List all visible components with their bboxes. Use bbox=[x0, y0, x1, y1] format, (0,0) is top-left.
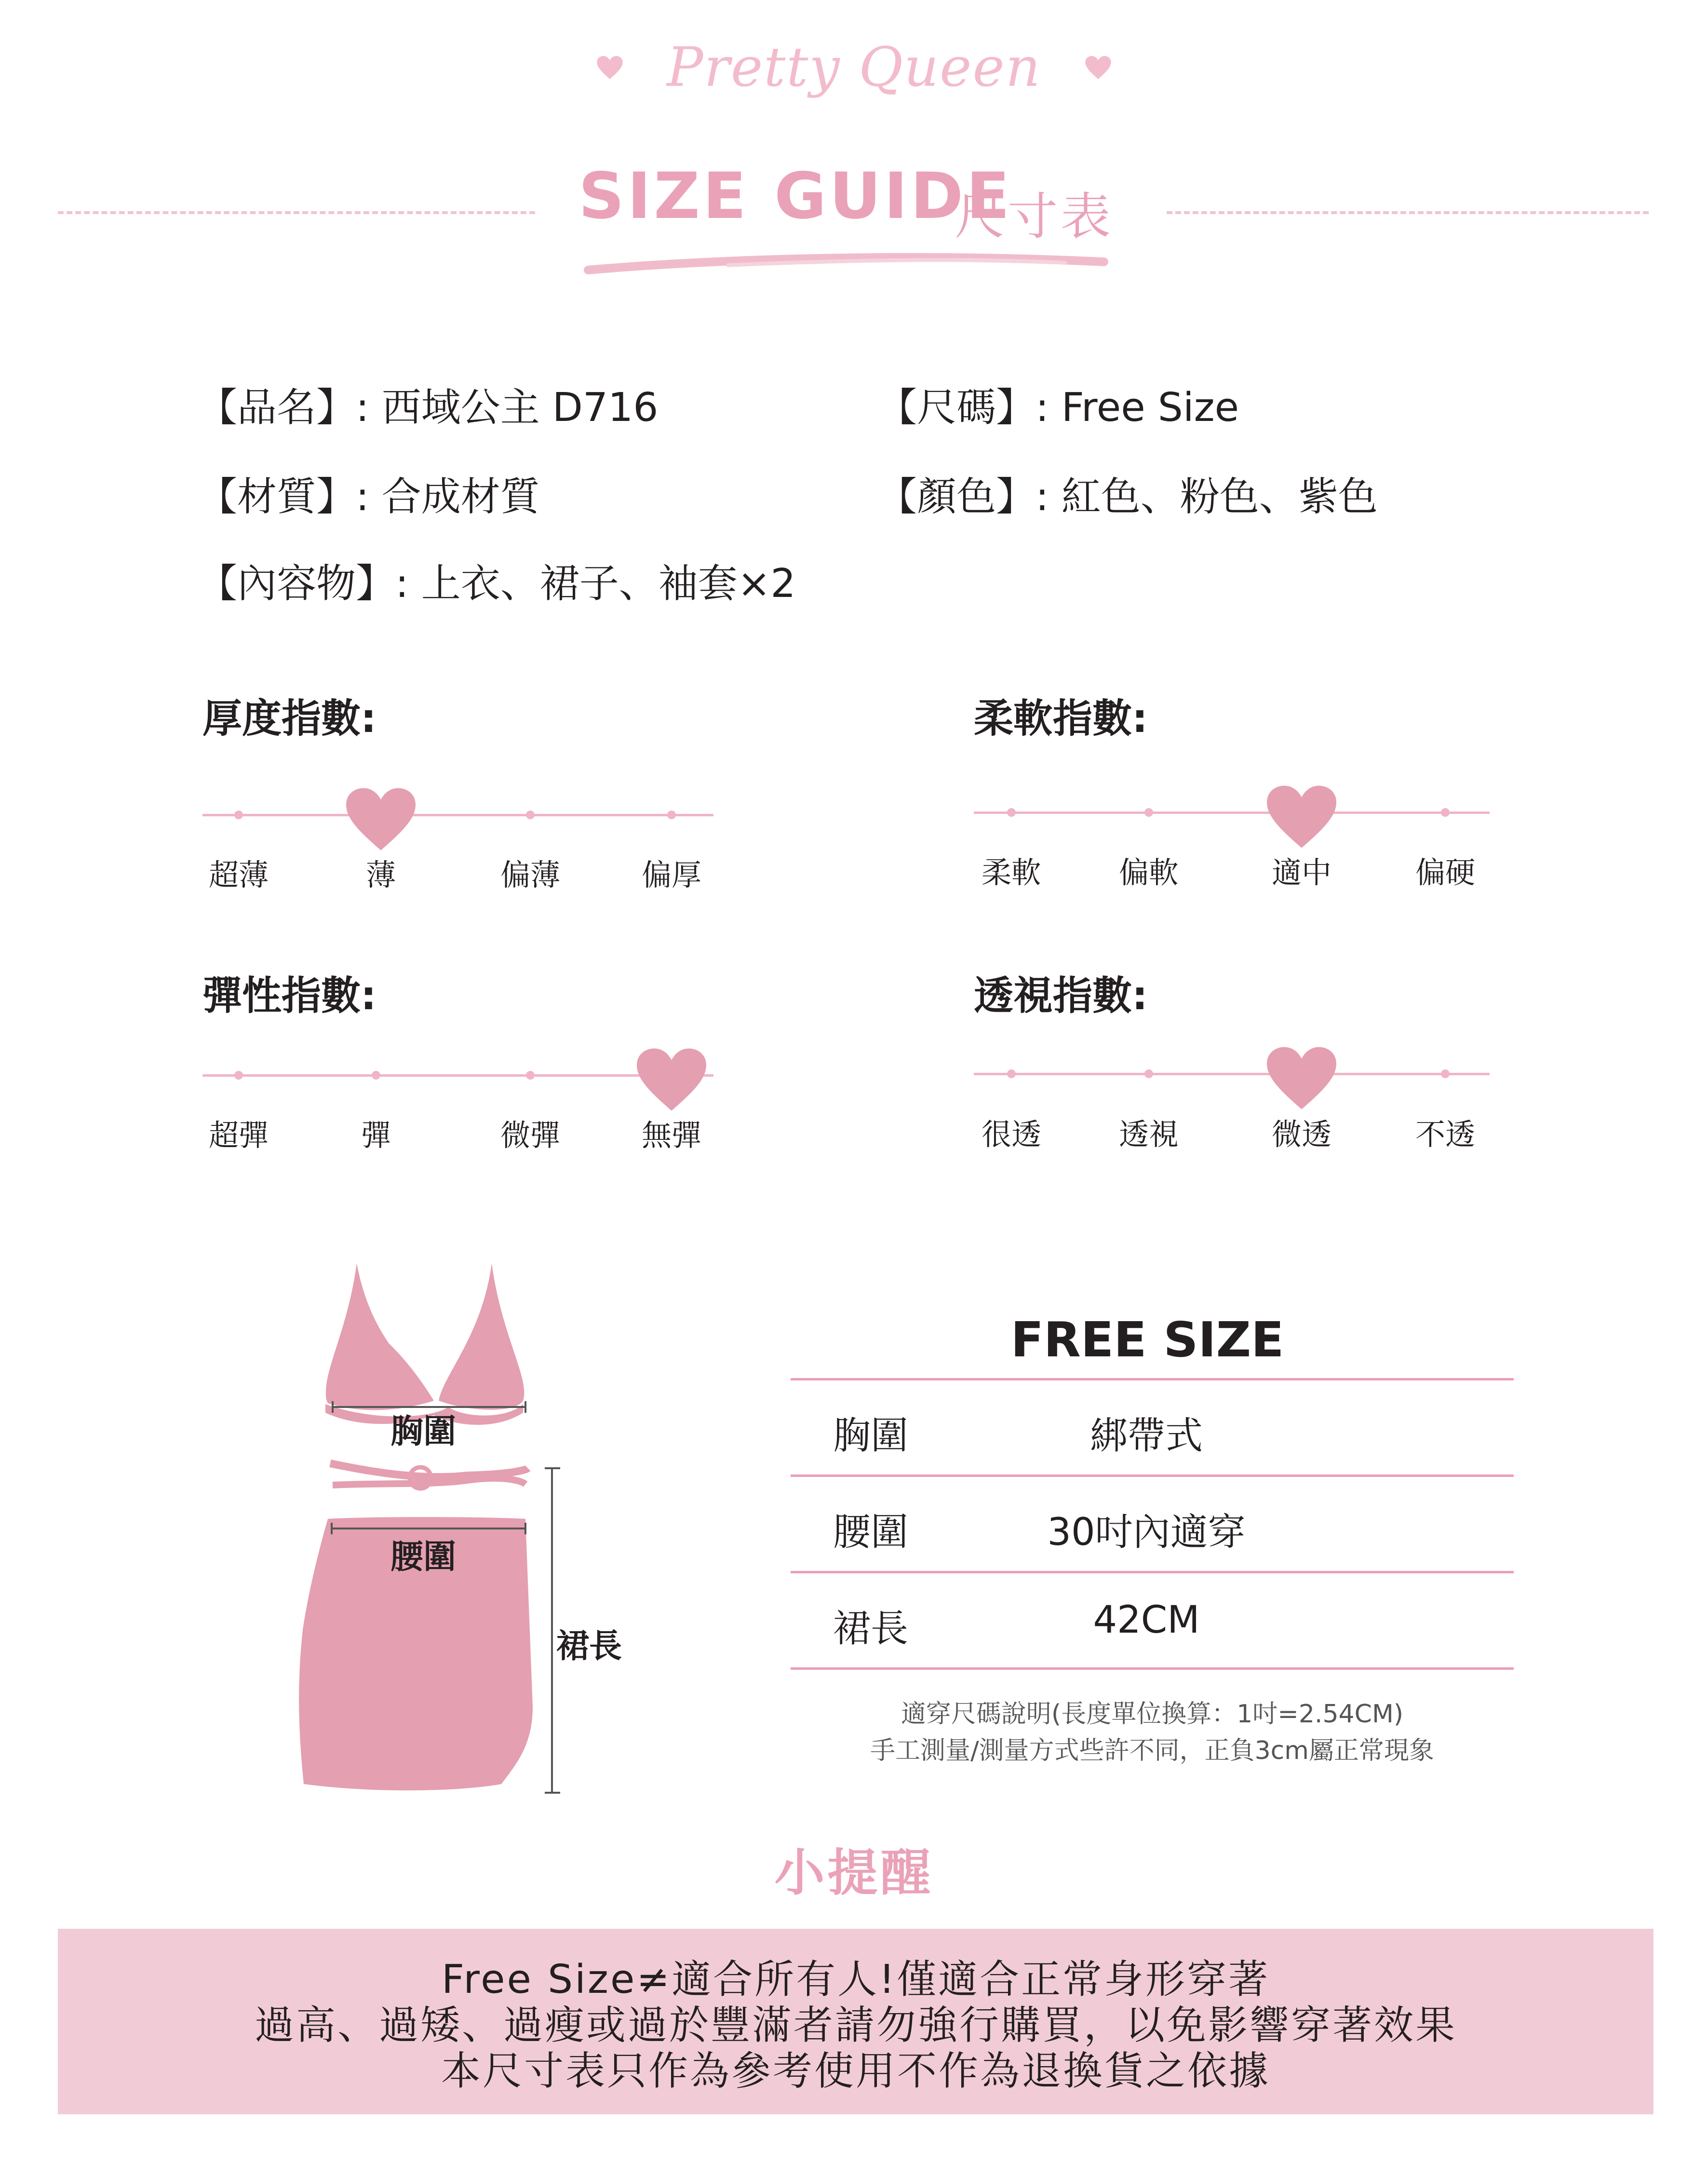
scale-dot bbox=[1441, 808, 1450, 817]
scale-option: 偏硬 bbox=[1415, 855, 1476, 890]
brush-underline bbox=[583, 243, 1114, 277]
scale-line bbox=[974, 1073, 1490, 1075]
index-title: 厚度指數: bbox=[202, 696, 377, 742]
scale-dot bbox=[234, 1071, 243, 1080]
scale-line bbox=[202, 814, 713, 816]
scale-option: 無彈 bbox=[641, 1118, 702, 1153]
waist-measure-label: 腰圍 bbox=[390, 1538, 457, 1576]
page-title: SIZE GUIDE bbox=[578, 159, 1013, 233]
product-name: 【品名】: 西域公主 D716 bbox=[198, 385, 659, 431]
product-contents: 【內容物】: 上衣、裙子、袖套×2 bbox=[198, 561, 796, 607]
scale-option: 微透 bbox=[1271, 1117, 1332, 1152]
reminder-line: 本尺寸表只作為參考使用不作為退換貨之依據 bbox=[441, 2048, 1270, 2094]
table-divider bbox=[791, 1378, 1514, 1380]
dashed-divider-right bbox=[1167, 211, 1649, 214]
scale-line bbox=[974, 812, 1490, 814]
brand-header bbox=[0, 29, 1708, 106]
scale-option: 薄 bbox=[365, 857, 396, 893]
scale-dot bbox=[1007, 1069, 1016, 1078]
table-row-label: 裙長 bbox=[833, 1607, 909, 1650]
product-material: 【材質】: 合成材質 bbox=[198, 474, 540, 520]
scale-option: 透視 bbox=[1118, 1117, 1179, 1152]
table-row-value: 42CM bbox=[1093, 1598, 1200, 1642]
page-title-cn: 尺寸表 bbox=[955, 187, 1114, 246]
scale-option: 偏厚 bbox=[641, 857, 702, 893]
scale-option: 很透 bbox=[981, 1117, 1042, 1152]
scale-option: 超彈 bbox=[208, 1118, 269, 1153]
brand-logo: Pretty Queen bbox=[667, 36, 1041, 99]
skirt-length-label: 裙長 bbox=[556, 1627, 622, 1665]
table-divider bbox=[791, 1667, 1514, 1670]
table-divider bbox=[791, 1474, 1514, 1477]
scale-option: 偏軟 bbox=[1118, 855, 1179, 890]
heart-icon bbox=[1265, 784, 1338, 850]
scale-dot bbox=[1441, 1069, 1450, 1078]
scale-option: 適中 bbox=[1271, 855, 1332, 890]
index-title: 透視指數: bbox=[974, 973, 1148, 1019]
heart-icon bbox=[635, 1046, 708, 1113]
scale-dot bbox=[1007, 808, 1016, 817]
table-divider bbox=[791, 1571, 1514, 1573]
size-table-header: FREE SIZE bbox=[1010, 1312, 1284, 1368]
table-row-label: 腰圍 bbox=[833, 1511, 909, 1554]
scale-option: 偏薄 bbox=[500, 857, 561, 893]
table-row-value: 綁帶式 bbox=[1089, 1414, 1203, 1458]
index-title: 柔軟指數: bbox=[974, 696, 1148, 742]
heart-icon bbox=[1085, 55, 1112, 80]
scale-dot bbox=[1144, 808, 1153, 817]
scale-option: 彈 bbox=[361, 1118, 391, 1153]
scale-dot bbox=[526, 1071, 535, 1080]
heart-icon bbox=[345, 786, 417, 852]
garment-illustration bbox=[289, 1254, 636, 1813]
scale-dot bbox=[1144, 1069, 1153, 1078]
table-row-label: 胸圍 bbox=[833, 1414, 909, 1458]
heart-icon bbox=[596, 55, 623, 80]
reminder-line: Free Size≠適合所有人!僅適合正常身形穿著 bbox=[442, 1957, 1270, 2002]
scale-option: 微彈 bbox=[500, 1118, 561, 1153]
scale-option: 柔軟 bbox=[981, 855, 1042, 890]
table-row-value: 30吋內適穿 bbox=[1047, 1511, 1246, 1554]
reminder-line: 過高、過矮、過瘦或過於豐滿者請勿強行購買，以免影響穿著效果 bbox=[254, 2002, 1457, 2048]
scale-dot bbox=[526, 811, 535, 819]
scale-dot bbox=[667, 811, 676, 819]
product-color: 【顏色】: 紅色、粉色、紫色 bbox=[877, 474, 1378, 520]
scale-dot bbox=[234, 811, 243, 819]
chest-measure-label: 胸圍 bbox=[390, 1413, 457, 1451]
measure-note: 手工測量/測量方式些許不同，正負3cm屬正常現象 bbox=[870, 1736, 1434, 1765]
scale-option: 超薄 bbox=[208, 857, 269, 893]
heart-icon bbox=[1265, 1045, 1338, 1111]
product-size: 【尺碼】: Free Size bbox=[877, 385, 1239, 431]
size-note: 適穿尺碼說明(長度單位換算：1吋=2.54CM) bbox=[901, 1700, 1404, 1729]
scale-dot bbox=[372, 1071, 380, 1080]
reminder-title: 小提醒 bbox=[774, 1843, 934, 1902]
index-title: 彈性指數: bbox=[202, 973, 377, 1019]
dashed-divider-left bbox=[58, 211, 535, 214]
scale-option: 不透 bbox=[1415, 1117, 1476, 1152]
